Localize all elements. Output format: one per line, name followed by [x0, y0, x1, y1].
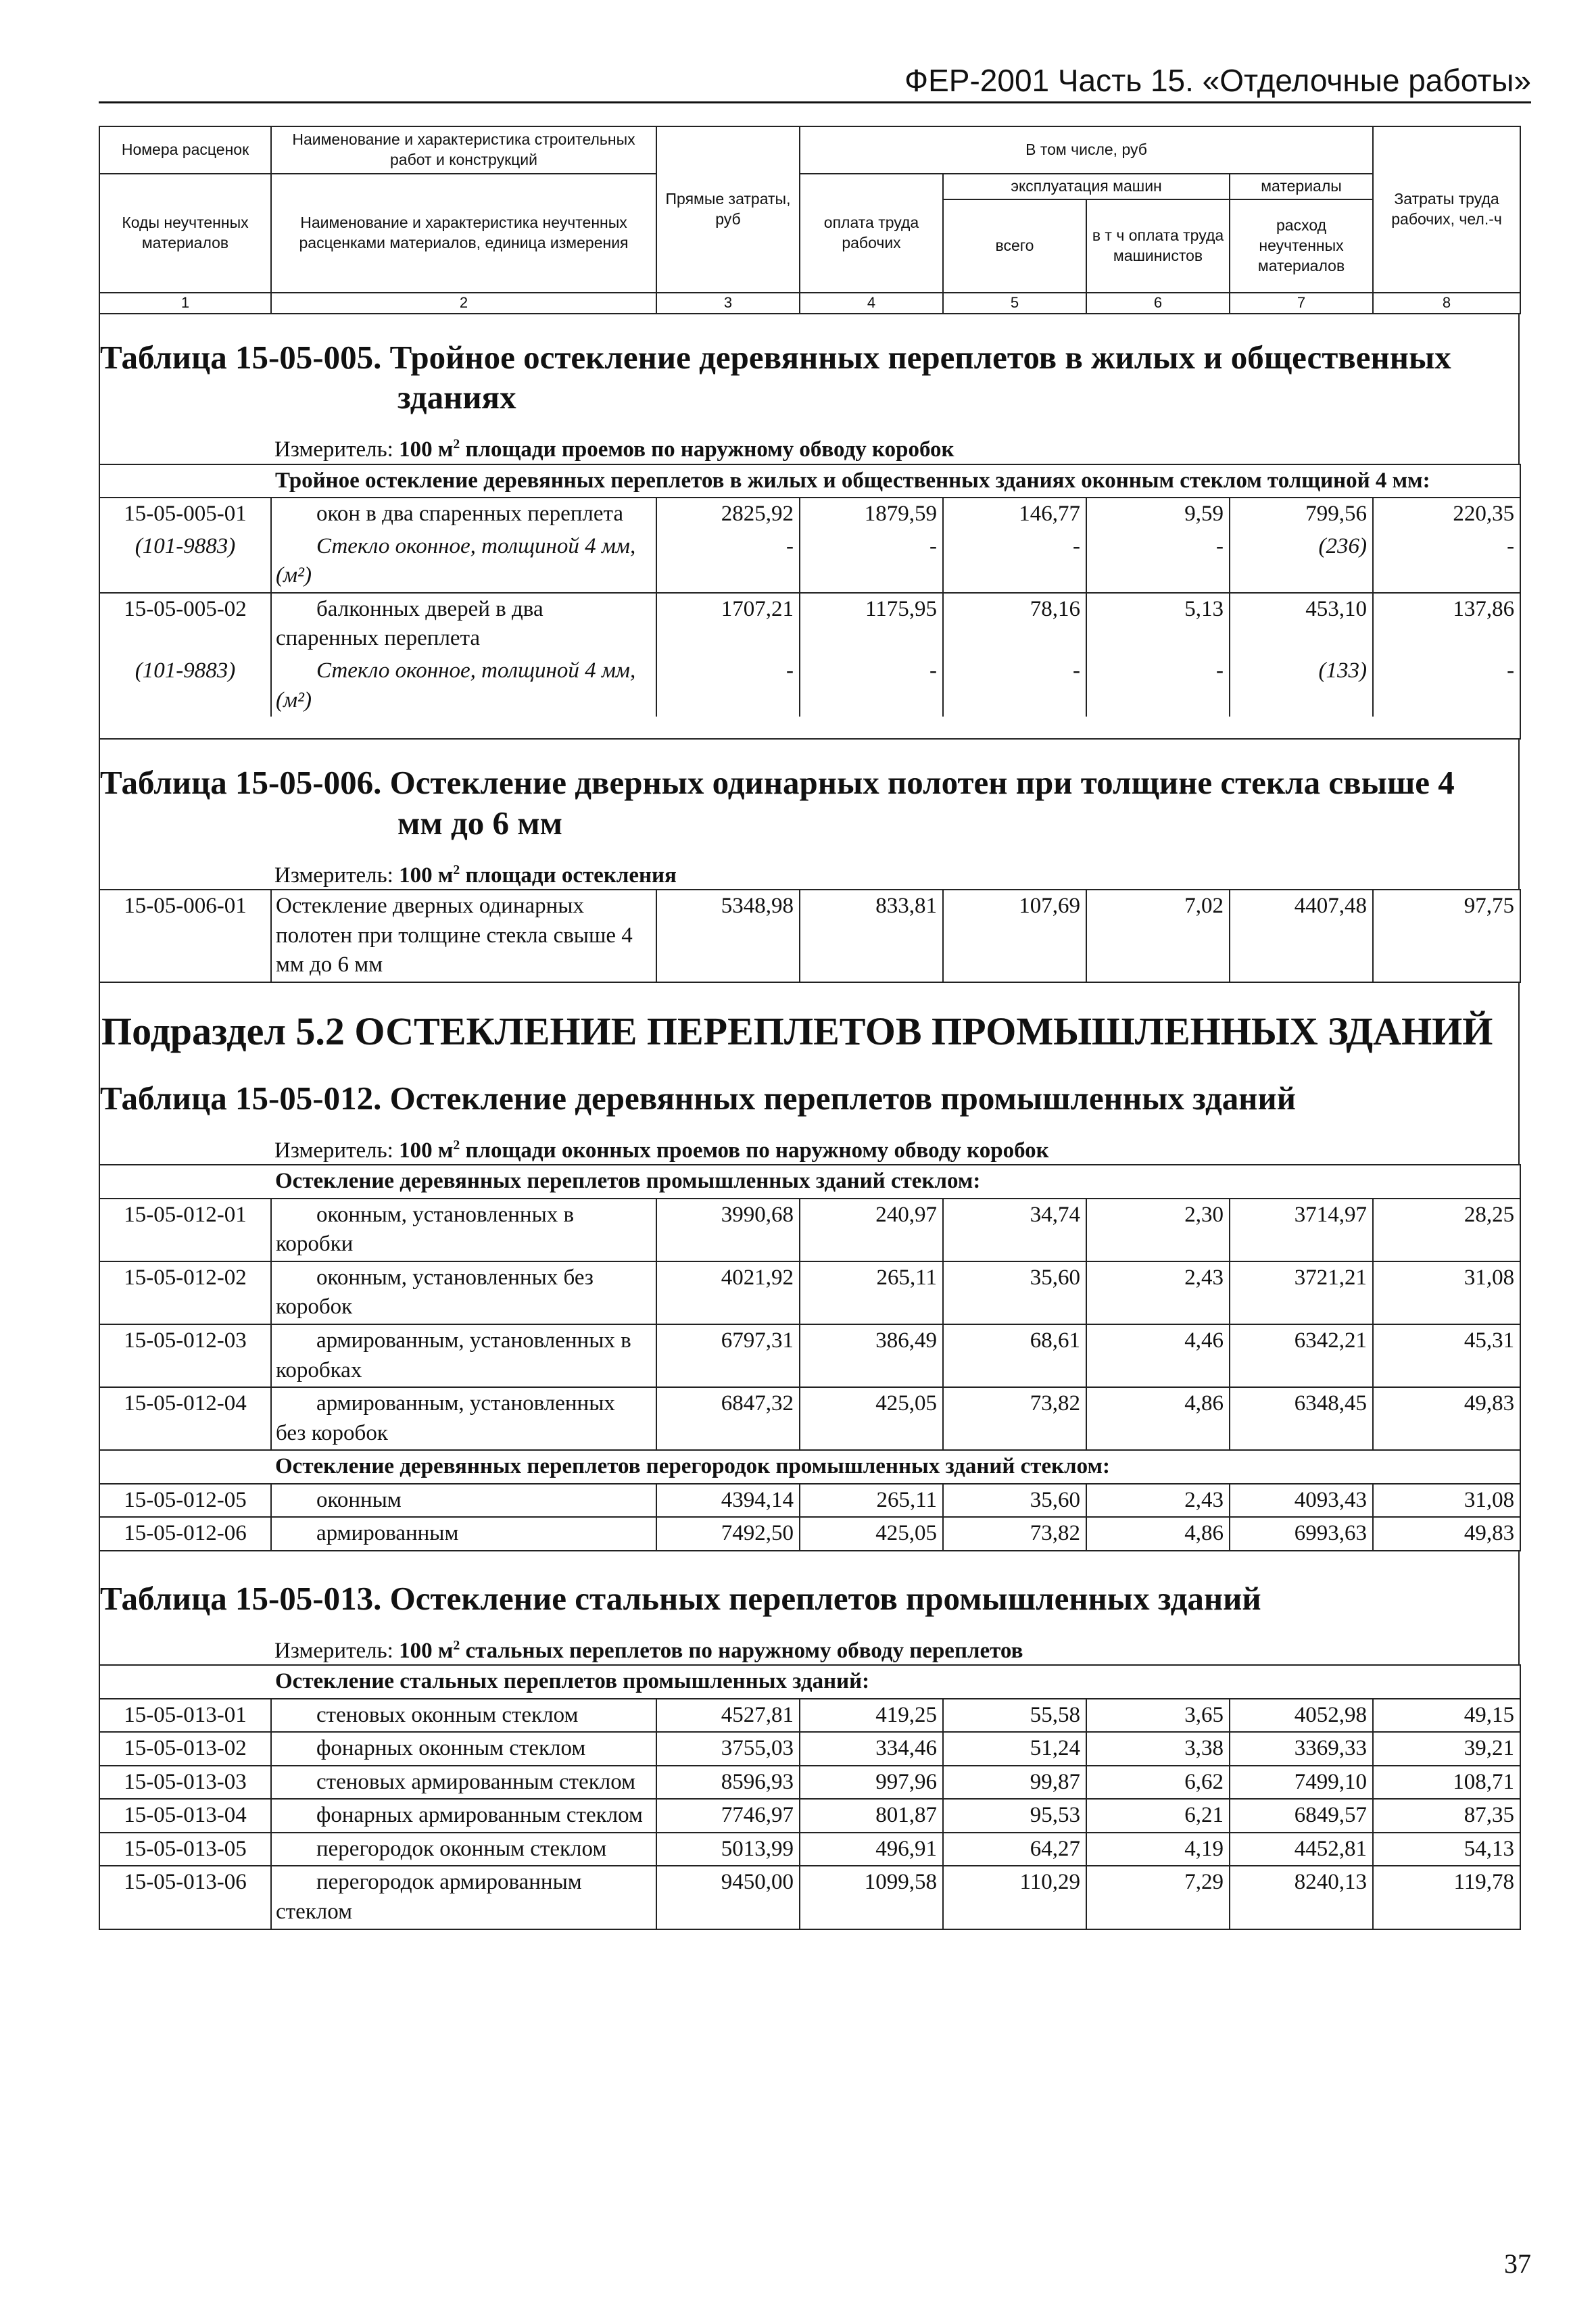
- running-title: ФЕР-2001 Часть 15. «Отделочные работы»: [904, 63, 1531, 98]
- table-row: 15-05-012-01 оконным, установленных в коробки 3990,68 240,97 34,74 2,30 3714,97 28,25: [99, 1199, 1520, 1261]
- table-013-title: Таблица 15-05-013. Остекление стальных переплетов промышленных зданий: [99, 1551, 1520, 1626]
- page-number: 37: [1504, 2248, 1531, 2279]
- table-row: 15-05-012-03 армированным, установленных в коробках 6797,31 386,49 68,61 4,46 6342,21 45,31: [99, 1324, 1520, 1387]
- col-header-direct-costs: Прямые затраты, руб: [656, 126, 800, 293]
- col-number: 5: [943, 293, 1086, 314]
- table-row: 15-05-012-04 армированным, установленных без коробок 6847,32 425,05 73,82 4,86 6348,45 49,83: [99, 1387, 1520, 1450]
- col-header-labor-costs: Затраты труда рабочих, чел.-ч: [1373, 126, 1520, 293]
- col-header-machines-total: всего: [943, 199, 1086, 293]
- table-013-measure: Измеритель: 100 $м^2$ стальных переплетов по наружному обводу переплетов: [99, 1626, 1520, 1665]
- table-005-measure: Измеритель: 100 $м^2$ площади проемов по наружному обводу коробок: [99, 425, 1520, 464]
- table-005-group: Тройное остекление деревянных переплетов в жилых и общественных зданиях оконным стеклом толщиной 4 мм:: [271, 464, 1520, 498]
- column-header-table: [99, 126, 1521, 314]
- col-number: 8: [1373, 293, 1520, 314]
- table-row: 15-05-012-05 оконным 4394,14 265,11 35,60 2,43 4093,43 31,08: [99, 1484, 1520, 1518]
- col-number: 3: [656, 293, 800, 314]
- col-header-names-bottom: Наименование и характеристика неучтенных расценками материалов, единица измерения: [271, 174, 656, 293]
- table-row: 15-05-013-02 фонарных оконным стеклом 3755,03 334,46 51,24 3,38 3369,33 39,21: [99, 1732, 1520, 1766]
- table-013: [99, 1664, 1521, 1929]
- col-header-codes-top: Номера расценок: [99, 126, 271, 174]
- col-header-machine-operators: в т ч оплата труда машинистов: [1086, 199, 1230, 293]
- table-006-title: Таблица 15-05-006. Остекление дверных одинарных полотен при толщине стекла свыше 4 мм до 6 мм: [99, 740, 1520, 850]
- table-row: 15-05-006-01 Остекление дверных одинарных полотен при толщине стекла свыше 4 мм до 6 мм 5348,98 833,81 107,69 7,02 4407,48 97,75: [99, 890, 1520, 982]
- table-row: 15-05-013-04 фонарных армированным стеклом 7746,97 801,87 95,53 6,21 6849,57 87,35: [99, 1799, 1520, 1833]
- table-row: 15-05-005-01 окон в два спаренных переплета 2825,92 1879,59 146,77 9,59 799,56 220,35: [99, 498, 1520, 531]
- running-header: [99, 62, 1531, 103]
- table-row: 15-05-013-01 стеновых оконным стеклом 4527,81 419,25 55,58 3,65 4052,98 49,15: [99, 1699, 1520, 1733]
- table-row: 15-05-005-02 балконных дверей в два спаренных переплета 1707,21 1175,95 78,16 5,13 453,10 137,86: [99, 593, 1520, 655]
- table-row: 15-05-012-02 оконным, установленных без коробок 4021,92 265,11 35,60 2,43 3721,21 31,08: [99, 1261, 1520, 1324]
- subsection-title: Подраздел 5.2 ОСТЕКЛЕНИЕ ПЕРЕПЛЕТОВ ПРОМЫШЛЕННЫХ ЗДАНИЙ: [99, 983, 1520, 1062]
- table-row: 15-05-013-03 стеновых армированным стеклом 8596,93 997,96 99,87 6,62 7499,10 108,71: [99, 1766, 1520, 1800]
- col-number: 1: [99, 293, 271, 314]
- table-row: (101-9883) Стекло оконное, толщиной 4 мм, (м²) - - - - (133) -: [99, 655, 1520, 717]
- col-number: 4: [800, 293, 943, 314]
- col-header-machines: эксплуатация машин: [943, 174, 1230, 199]
- table-012-group-2: Остекление деревянных переплетов перегородок промышленных зданий стеклом:: [271, 1450, 1520, 1484]
- table-006: [99, 889, 1521, 983]
- col-number: 7: [1230, 293, 1373, 314]
- table-005-title: Таблица 15-05-005. Тройное остекление деревянных переплетов в жилых и общественных зданиях: [99, 314, 1520, 425]
- col-header-codes-bottom: Коды неучтенных материалов: [99, 174, 271, 293]
- table-013-group: Остекление стальных переплетов промышленных зданий:: [271, 1665, 1520, 1699]
- table-012-group-1: Остекление деревянных переплетов промышленных зданий стеклом:: [271, 1165, 1520, 1199]
- col-number: 2: [271, 293, 656, 314]
- document-body: [99, 126, 1520, 1930]
- table-005: [99, 464, 1521, 740]
- col-number: 6: [1086, 293, 1230, 314]
- col-header-including: В том числе, руб: [800, 126, 1373, 174]
- col-header-labor-pay: оплата труда рабочих: [800, 174, 943, 293]
- col-header-materials: материалы: [1230, 174, 1373, 199]
- table-012: [99, 1164, 1521, 1551]
- table-row: 15-05-013-06 перегородок армированным стеклом 9450,00 1099,58 110,29 7,29 8240,13 119,78: [99, 1866, 1520, 1929]
- table-012-measure: Измеритель: 100 $м^2$ площади оконных проемов по наружному обводу коробок: [99, 1126, 1520, 1165]
- table-row: (101-9883) Стекло оконное, толщиной 4 мм, (м²) - - - - (236) -: [99, 531, 1520, 593]
- col-header-names-top: Наименование и характеристика строительных работ и конструкций: [271, 126, 656, 174]
- table-006-measure: Измеритель: 100 $м^2$ площади остекления: [99, 850, 1520, 890]
- col-header-materials-unaccounted: расход неучтенных материалов: [1230, 199, 1373, 293]
- table-012-title: Таблица 15-05-012. Остекление деревянных переплетов промышленных зданий: [99, 1062, 1520, 1126]
- table-row: 15-05-013-05 перегородок оконным стеклом 5013,99 496,91 64,27 4,19 4452,81 54,13: [99, 1833, 1520, 1866]
- table-row: 15-05-012-06 армированным 7492,50 425,05 73,82 4,86 6993,63 49,83: [99, 1517, 1520, 1551]
